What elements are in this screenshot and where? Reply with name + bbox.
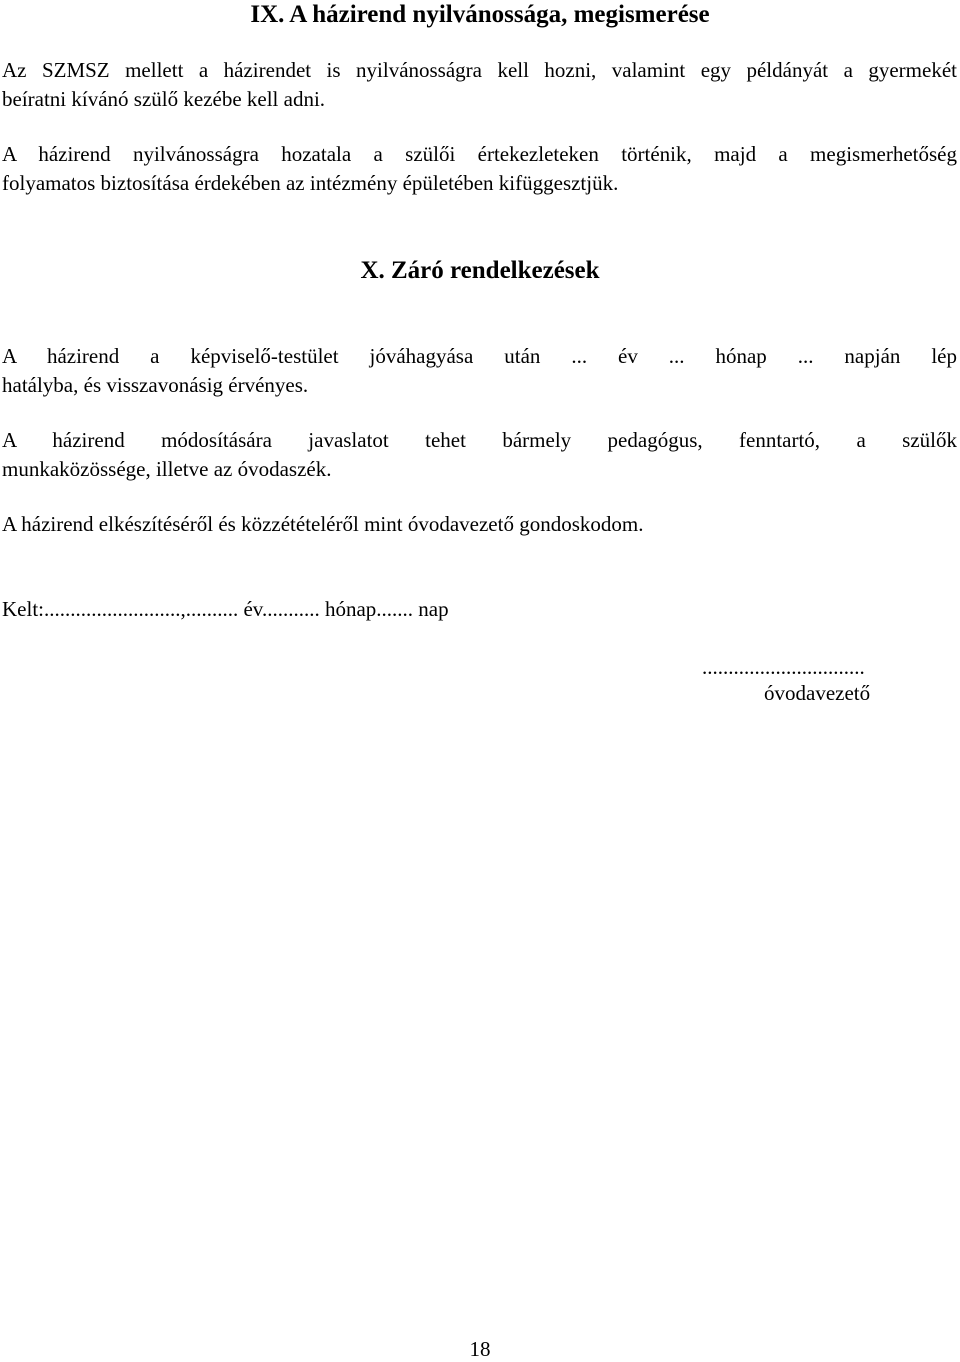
paragraph-line: A házirend a képviselő-testület jóváhagyása után ... év ... hónap ... napján lép (2, 344, 957, 368)
paragraph-elkeszites: A házirend elkészítéséről és közzétételéről mint óvodavezető gondoskodom. (2, 512, 644, 536)
paragraph-line: beíratni kívánó szülő kezébe kell adni. (2, 87, 326, 111)
paragraph-szmsz (2, 56, 957, 114)
paragraph-line: folyamatos biztosítása érdekében az intézmény épületében kifüggesztjük. (2, 171, 619, 195)
paragraph-line: hatályba, és visszavonásig érvényes. (2, 373, 309, 397)
paragraph-line: A házirend nyilvánosságra hozatala a szülői értekezleteken történik, majd a megismerhetőség (2, 142, 957, 166)
paragraph-line: Az SZMSZ mellett a házirendet is nyilvánosságra kell hozni, valamint egy példányát a gyermekét (2, 58, 957, 82)
signature-block (690, 654, 960, 706)
date-line: Kelt:..........................,.......... év........... hónap....... nap (2, 597, 449, 621)
section-title-x: X. Záró rendelkezések (360, 257, 600, 284)
section-title-ix: IX. A házirend nyilvánossága, megismerése (250, 1, 710, 28)
signature-dots: ............................... (702, 655, 865, 679)
paragraph-nyilvanossag (2, 140, 957, 198)
paragraph-line: A házirend módosítására javaslatot tehet bármely pedagógus, fenntartó, a szülők (2, 428, 957, 452)
paragraph-modositas (2, 426, 957, 484)
paragraph-line: munkaközössége, illetve az óvodaszék. (2, 457, 332, 481)
paragraph-hatalyba (2, 342, 957, 400)
page-number: 18 (469, 1337, 491, 1361)
signature-role: óvodavezető (764, 681, 871, 705)
